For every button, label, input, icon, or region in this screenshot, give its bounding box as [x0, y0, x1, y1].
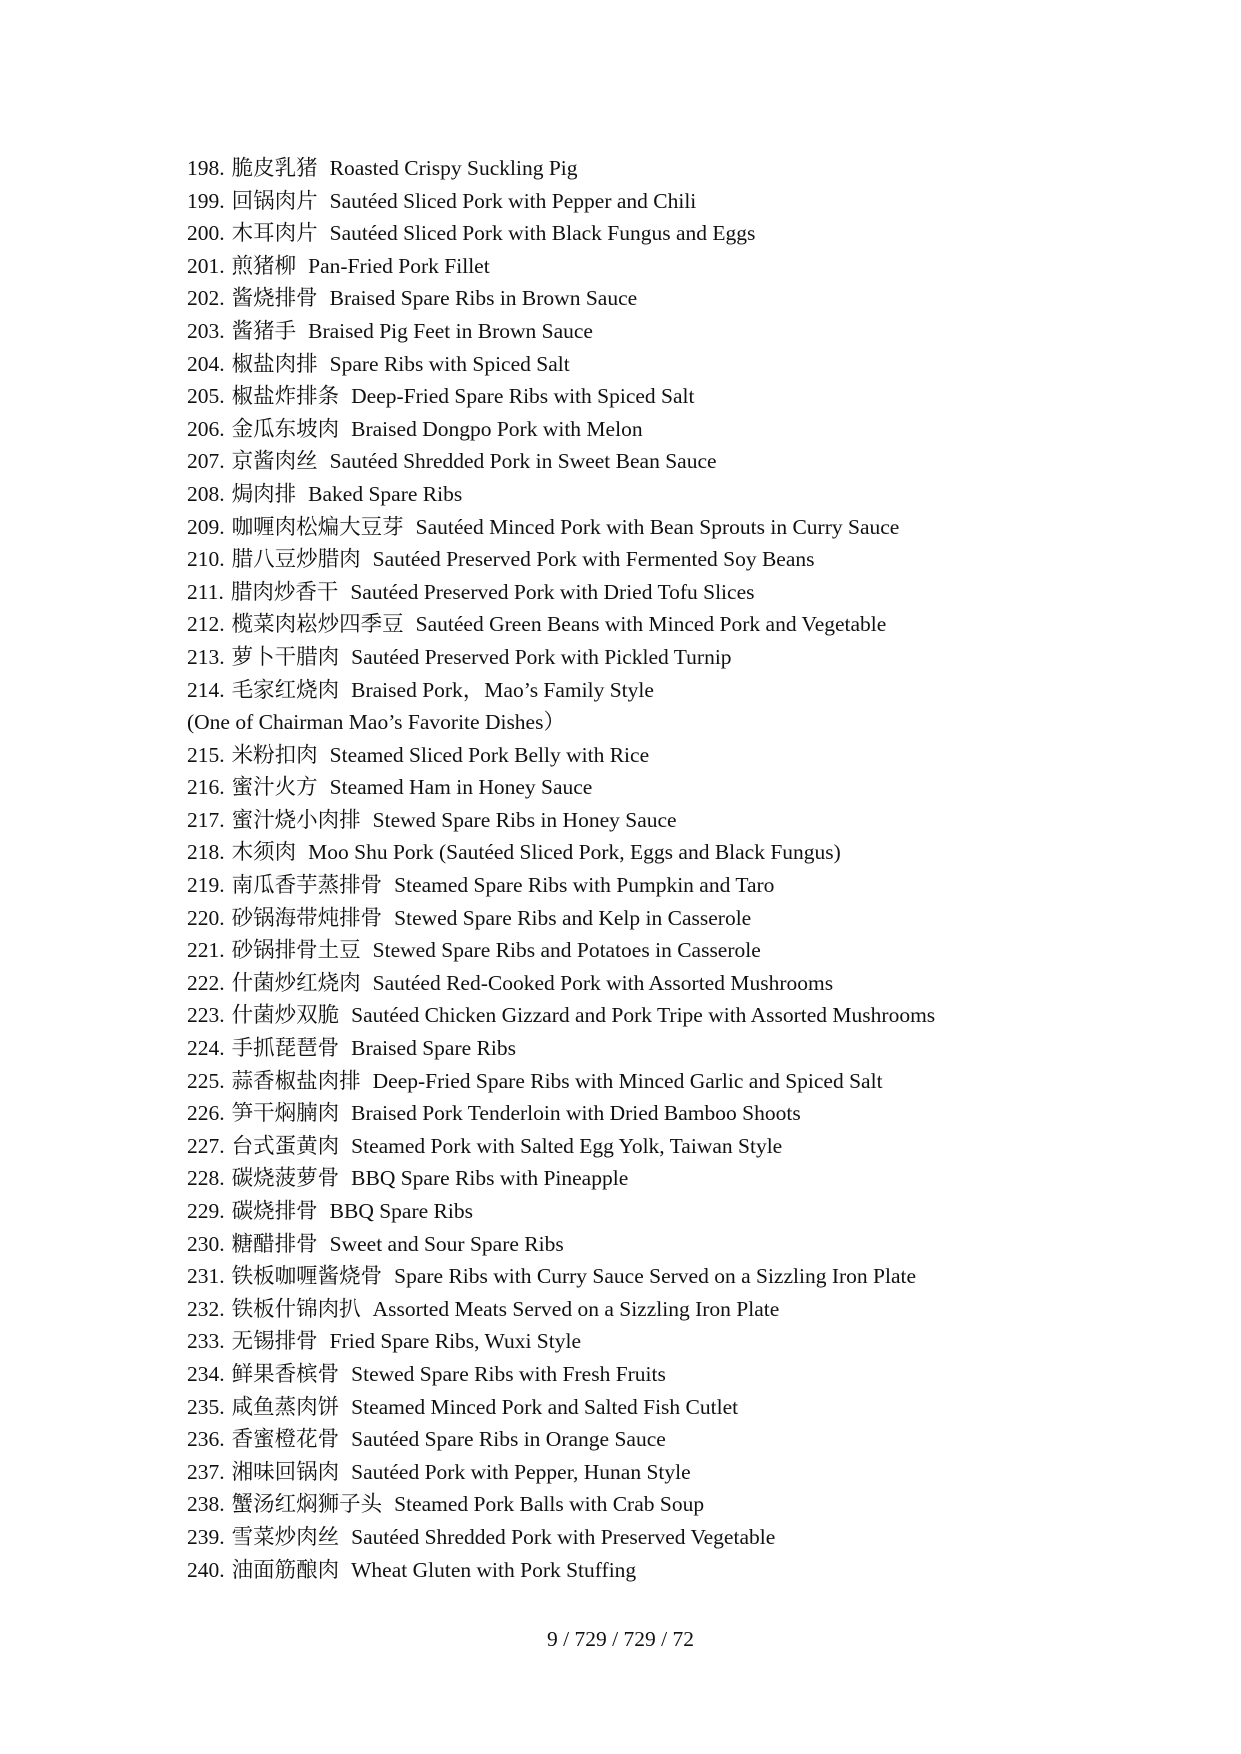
menu-item-english-name: Braised Pork，Mao’s Family Style	[351, 677, 654, 702]
menu-item-chinese-name: 油面筋酿肉	[231, 1557, 340, 1582]
menu-item-number: 217.	[187, 807, 225, 832]
menu-item	[187, 674, 935, 707]
menu-item-number: 224.	[187, 1036, 225, 1061]
menu-item-number: 203.	[187, 318, 225, 343]
menu-item-number: 236.	[187, 1427, 225, 1452]
menu-item-chinese-name: 回锅肉片	[231, 188, 318, 213]
menu-item-number: 222.	[187, 970, 225, 995]
menu-item	[187, 1260, 935, 1293]
menu-item	[187, 576, 935, 609]
menu-item	[187, 804, 935, 837]
menu-item	[187, 282, 935, 315]
menu-item-english-name: BBQ Spare Ribs	[329, 1199, 473, 1223]
menu-item-english-name: Sautéed Preserved Pork with Dried Tofu Slices	[350, 579, 755, 604]
menu-item	[187, 1162, 935, 1195]
menu-item	[187, 1293, 935, 1326]
menu-item-number: 225.	[187, 1068, 225, 1093]
menu-item-english-name: Wheat Gluten with Pork Stuffing	[351, 1557, 637, 1582]
menu-item	[187, 1130, 935, 1163]
menu-item-chinese-name: 南瓜香芋蒸排骨	[231, 873, 383, 898]
menu-item	[187, 152, 935, 185]
menu-item-english-name: Sautéed Sliced Pork with Pepper and Chili	[329, 188, 697, 213]
menu-item-chinese-name: 砂锅海带炖排骨	[231, 905, 383, 930]
menu-item	[187, 1488, 935, 1521]
menu-item-chinese-name: 湘味回锅肉	[231, 1459, 340, 1484]
menu-item	[187, 608, 935, 641]
menu-item-chinese-name: 榄菜肉崧炒四季豆	[231, 612, 404, 637]
menu-item	[187, 1097, 935, 1130]
menu-item-number: 219.	[187, 873, 225, 898]
menu-item	[187, 706, 935, 739]
menu-item-chinese-name: 焗肉排	[231, 481, 297, 506]
menu-item-chinese-name: 蟹汤红焖狮子头	[231, 1492, 383, 1517]
menu-item	[187, 836, 935, 869]
menu-item-number: 212.	[187, 612, 225, 637]
menu-item-chinese-name: 腊八豆炒腊肉	[231, 547, 361, 572]
menu-item-number: 216.	[187, 775, 225, 800]
menu-item	[187, 445, 935, 478]
menu-item-english-name: Assorted Meats Served on a Sizzling Iron Plate	[372, 1296, 780, 1321]
menu-item-number: 208.	[187, 481, 225, 506]
menu-item-number: 209.	[187, 514, 225, 539]
menu-item-chinese-name: 铁板咖喱酱烧骨	[231, 1264, 383, 1289]
menu-item-number: 204.	[187, 351, 225, 376]
menu-item-english-name: Sweet and Sour Spare Ribs	[329, 1231, 564, 1256]
menu-item	[187, 543, 935, 576]
menu-item-english-name: Sautéed Preserved Pork with Fermented Soy Beans	[372, 547, 815, 572]
menu-item	[187, 934, 935, 967]
menu-item-chinese-name: 无锡排骨	[231, 1329, 318, 1354]
menu-item-chinese-name: 糖醋排骨	[231, 1231, 318, 1256]
menu-item-number: 211.	[187, 579, 224, 604]
menu-item-english-name: Sautéed Chicken Gizzard and Pork Tripe with Assorted Mushrooms	[351, 1003, 936, 1028]
menu-item-chinese-name: 碳烧菠萝骨	[231, 1166, 340, 1191]
menu-item	[187, 1228, 935, 1261]
menu-item-chinese-name: 木耳肉片	[231, 221, 318, 246]
menu-item-chinese-name: 脆皮乳猪	[231, 156, 318, 180]
menu-item-number: 233.	[187, 1329, 225, 1354]
menu-item-number: 221.	[187, 938, 225, 963]
menu-item-number: 207.	[187, 449, 225, 474]
menu-item	[187, 413, 935, 446]
menu-item-english-name: Stewed Spare Ribs and Kelp in Casserole	[394, 905, 752, 930]
menu-item-chinese-name: 碳烧排骨	[231, 1199, 318, 1223]
menu-item-english-name: Stewed Spare Ribs and Potatoes in Casserole	[372, 938, 761, 963]
menu-item-english-name: Sautéed Red-Cooked Pork with Assorted Mushrooms	[372, 970, 834, 995]
menu-item-chinese-name: 台式蛋黄肉	[231, 1133, 340, 1158]
menu-item-chinese-name: 什菌炒红烧肉	[231, 970, 361, 995]
menu-item-english-name: (One of Chairman Mao’s Favorite Dishes）	[187, 710, 565, 735]
menu-item-number: 230.	[187, 1231, 225, 1256]
menu-item	[187, 771, 935, 804]
menu-item-number: 235.	[187, 1394, 225, 1419]
menu-item-number: 231.	[187, 1264, 225, 1289]
menu-item-chinese-name: 铁板什锦肉扒	[231, 1296, 361, 1321]
menu-item-chinese-name: 煎猪柳	[231, 253, 297, 278]
menu-item	[187, 250, 935, 283]
menu-item-english-name: Sautéed Preserved Pork with Pickled Turnip	[351, 644, 732, 669]
menu-item-number: 202.	[187, 286, 225, 311]
menu-item-number: 218.	[187, 840, 225, 865]
menu-item-chinese-name: 酱烧排骨	[231, 286, 318, 311]
page-number: 9 / 729 / 729 / 72	[547, 1627, 694, 1651]
menu-item-number: 234.	[187, 1361, 225, 1386]
menu-item-english-name: Sautéed Spare Ribs in Orange Sauce	[351, 1427, 666, 1452]
menu-item-chinese-name: 椒盐炸排条	[231, 384, 340, 409]
menu-item	[187, 1032, 935, 1065]
menu-item-english-name: Baked Spare Ribs	[308, 481, 463, 506]
menu-item	[187, 1554, 935, 1587]
menu-item-number: 213.	[187, 644, 225, 669]
menu-item-number: 226.	[187, 1101, 225, 1126]
menu-item-english-name: Steamed Pork with Salted Egg Yolk, Taiwan Style	[351, 1133, 783, 1158]
menu-item-english-name: Sautéed Shredded Pork in Sweet Bean Sauce	[329, 449, 717, 474]
menu-item	[187, 1521, 935, 1554]
menu-item-chinese-name: 手抓琵琶骨	[231, 1036, 340, 1061]
menu-item-english-name: BBQ Spare Ribs with Pineapple	[351, 1166, 629, 1191]
menu-item-chinese-name: 蜜汁火方	[231, 775, 318, 800]
menu-item-number: 238.	[187, 1492, 225, 1517]
menu-item-english-name: Steamed Ham in Honey Sauce	[329, 775, 593, 800]
menu-item-number: 227.	[187, 1133, 225, 1158]
menu-item-number: 229.	[187, 1199, 225, 1223]
menu-item-number: 198.	[187, 156, 225, 180]
menu-item-number: 200.	[187, 221, 225, 246]
menu-item-chinese-name: 香蜜橙花骨	[231, 1427, 340, 1452]
menu-item	[187, 315, 935, 348]
menu-item-chinese-name: 雪菜炒肉丝	[231, 1524, 340, 1549]
menu-item	[187, 1195, 935, 1228]
menu-item-english-name: Steamed Pork Balls with Crab Soup	[394, 1492, 705, 1517]
menu-item-english-name: Sautéed Pork with Pepper, Hunan Style	[351, 1459, 691, 1484]
menu-item-number: 240.	[187, 1557, 225, 1582]
menu-item-number: 237.	[187, 1459, 225, 1484]
menu-item	[187, 1065, 935, 1098]
menu-item-chinese-name: 米粉扣肉	[231, 742, 318, 767]
menu-item-english-name: Stewed Spare Ribs with Fresh Fruits	[351, 1361, 666, 1386]
menu-item-chinese-name: 京酱肉丝	[231, 449, 318, 474]
menu-item-number: 223.	[187, 1003, 225, 1028]
menu-item-english-name: Deep-Fried Spare Ribs with Spiced Salt	[351, 384, 695, 409]
menu-item	[187, 380, 935, 413]
menu-item-chinese-name: 蜜汁烧小肉排	[231, 807, 361, 832]
menu-item-english-name: Pan-Fried Pork Fillet	[308, 253, 490, 278]
menu-item-english-name: Spare Ribs with Spiced Salt	[329, 351, 570, 376]
menu-item-english-name: Fried Spare Ribs, Wuxi Style	[329, 1329, 581, 1354]
menu-item-chinese-name: 鲜果香槟骨	[231, 1361, 340, 1386]
menu-item-english-name: Braised Pig Feet in Brown Sauce	[308, 318, 593, 343]
menu-item-english-name: Sautéed Sliced Pork with Black Fungus and Eggs	[329, 221, 756, 246]
menu-item	[187, 641, 935, 674]
menu-item	[187, 1325, 935, 1358]
menu-item-english-name: Sautéed Shredded Pork with Preserved Vegetable	[351, 1524, 776, 1549]
menu-item-english-name: Steamed Minced Pork and Salted Fish Cutlet	[351, 1394, 739, 1419]
menu-item-english-name: Moo Shu Pork (Sautéed Sliced Pork, Eggs and Black Fungus)	[308, 840, 841, 865]
menu-item-english-name: Roasted Crispy Suckling Pig	[329, 156, 578, 180]
menu-item-chinese-name: 咖喱肉松煸大豆芽	[231, 514, 404, 539]
menu-item-number: 214.	[187, 677, 225, 702]
menu-item	[187, 348, 935, 381]
menu-item-number: 220.	[187, 905, 225, 930]
menu-item-english-name: Sautéed Green Beans with Minced Pork and Vegetable	[415, 612, 887, 637]
menu-item-english-name: Steamed Spare Ribs with Pumpkin and Taro	[394, 873, 775, 898]
menu-item	[187, 1391, 935, 1424]
menu-item	[187, 999, 935, 1032]
menu-item-number: 239.	[187, 1524, 225, 1549]
menu-item-number: 199.	[187, 188, 225, 213]
menu-item-english-name: Spare Ribs with Curry Sauce Served on a Sizzling Iron Plate	[394, 1264, 917, 1289]
menu-item-chinese-name: 毛家红烧肉	[231, 677, 340, 702]
menu-item-english-name: Sautéed Minced Pork with Bean Sprouts in Curry Sauce	[415, 514, 900, 539]
menu-item	[187, 902, 935, 935]
menu-item-number: 206.	[187, 416, 225, 441]
menu-item-english-name: Deep-Fried Spare Ribs with Minced Garlic and Spiced Salt	[372, 1068, 883, 1093]
menu-item	[187, 967, 935, 1000]
menu-item	[187, 1358, 935, 1391]
menu-item	[187, 478, 935, 511]
menu-item-english-name: Braised Pork Tenderloin with Dried Bamboo Shoots	[351, 1101, 801, 1126]
menu-item-chinese-name: 腊肉炒香干	[230, 579, 339, 604]
menu-item-chinese-name: 什菌炒双脆	[231, 1003, 340, 1028]
menu-item-english-name: Braised Dongpo Pork with Melon	[351, 416, 643, 441]
menu-item-number: 205.	[187, 384, 225, 409]
menu-item-number: 210.	[187, 547, 225, 572]
menu-item	[187, 511, 935, 544]
menu-item-number: 201.	[187, 253, 225, 278]
menu-item-chinese-name: 笋干焖腩肉	[231, 1101, 340, 1126]
menu-item-number: 232.	[187, 1296, 225, 1321]
menu-item-chinese-name: 酱猪手	[231, 318, 297, 343]
menu-item	[187, 1423, 935, 1456]
menu-item-chinese-name: 椒盐肉排	[231, 351, 318, 376]
menu-item-number: 215.	[187, 742, 225, 767]
menu-item	[187, 185, 935, 218]
menu-item-chinese-name: 砂锅排骨土豆	[231, 938, 361, 963]
menu-item	[187, 869, 935, 902]
menu-item	[187, 1456, 935, 1489]
menu-item-english-name: Stewed Spare Ribs in Honey Sauce	[372, 807, 677, 832]
menu-item-english-name: Steamed Sliced Pork Belly with Rice	[329, 742, 650, 767]
menu-item-chinese-name: 萝卜干腊肉	[231, 644, 340, 669]
menu-item-chinese-name: 咸鱼蒸肉饼	[231, 1394, 340, 1419]
menu-item-chinese-name: 蒜香椒盐肉排	[231, 1068, 361, 1093]
menu-item-chinese-name: 木须肉	[231, 840, 297, 865]
menu-item	[187, 739, 935, 772]
menu-item-english-name: Braised Spare Ribs	[351, 1036, 516, 1061]
menu-item-number: 228.	[187, 1166, 225, 1191]
menu-item-chinese-name: 金瓜东坡肉	[231, 416, 340, 441]
menu-item-english-name: Braised Spare Ribs in Brown Sauce	[329, 286, 638, 311]
menu-list	[187, 152, 935, 1586]
menu-item	[187, 217, 935, 250]
